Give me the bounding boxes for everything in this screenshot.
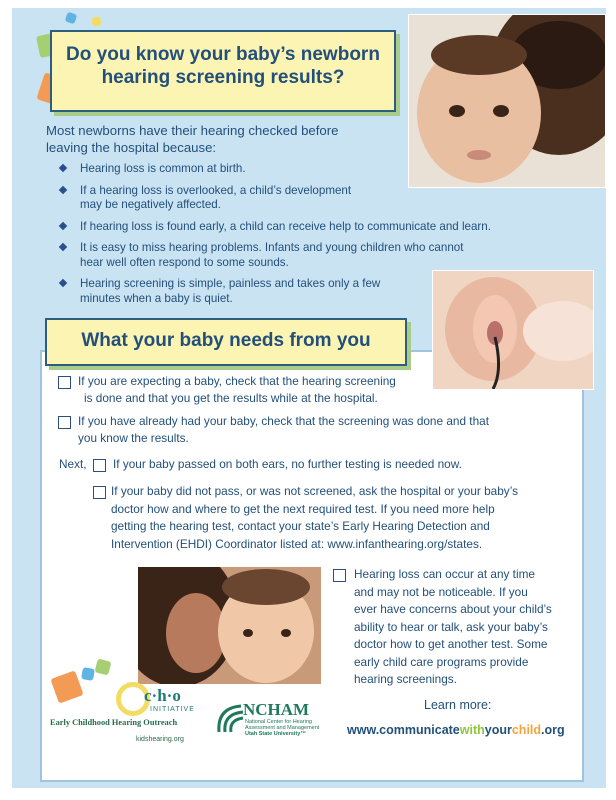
intro-line-2: leaving the hospital because:	[46, 140, 217, 155]
diamond-bullet-icon	[59, 164, 67, 172]
url-segment: your	[484, 723, 512, 737]
item-text: If you have already had your baby, check that the screening was done and that	[78, 414, 489, 428]
needs-item-expecting	[78, 373, 438, 407]
item-text: ever have concerns about your child’s	[354, 602, 552, 616]
title-line-1: Do you know your baby’s newborn	[66, 44, 380, 65]
diamond-bullet-icon	[59, 221, 67, 229]
needs-item-concerns	[354, 566, 584, 689]
echo-full-name: Early Childhood Hearing Outreach	[50, 718, 178, 727]
item-text: ability to hear or talk, ask your baby’s	[354, 619, 548, 634]
item-text: is done and that you get the results while at the hospital.	[84, 391, 378, 405]
url-segment: www.communicate	[347, 723, 460, 737]
ncham-swoosh-icon	[215, 702, 245, 736]
echo-initiative: INITIATIVE	[150, 706, 195, 713]
title-line-2: hearing screening results?	[101, 67, 345, 88]
ncham-name: NCHAM	[243, 700, 310, 719]
title-box	[50, 30, 396, 112]
echo-site: kidshearing.org	[136, 736, 184, 743]
page-title	[52, 43, 394, 89]
list-item-text: Hearing loss is common at birth.	[80, 162, 246, 175]
checkbox-expecting[interactable]	[58, 376, 71, 389]
url-segment: .org	[541, 723, 565, 737]
item-text: If you are expecting a baby, check that the hearing screening	[78, 374, 396, 388]
section-title: What your baby needs from you	[81, 330, 371, 351]
list-item	[58, 184, 538, 213]
echo-letters: c·h·o	[144, 686, 181, 705]
item-text: you know the results.	[78, 431, 189, 445]
list-item	[58, 220, 538, 235]
item-text: Intervention (EHDI) Coordinator listed at: www.infanthearing.org/states.	[111, 536, 483, 551]
list-item	[58, 162, 538, 177]
checkbox-passed[interactable]	[93, 459, 106, 472]
logo-square-blue	[81, 667, 95, 681]
list-item-text: minutes when a baby is quiet.	[80, 291, 233, 305]
list-item-text: If a hearing loss is overlooked, a child’s development	[80, 183, 352, 197]
list-item	[58, 241, 538, 270]
list-item-text: hear well often respond to some sounds.	[80, 255, 289, 269]
url-segment: with	[459, 723, 485, 737]
needs-item-did-not-pass	[111, 483, 581, 553]
checkbox-already-had[interactable]	[58, 416, 71, 429]
item-text: hearing screenings.	[354, 672, 457, 686]
needs-item-already-had	[78, 413, 578, 447]
checkbox-did-not-pass[interactable]	[93, 486, 106, 499]
ncham-line-1: National Center for Hearing	[245, 719, 312, 725]
item-text: If your baby passed on both ears, no further testing is needed now.	[113, 457, 462, 471]
diamond-bullet-icon	[59, 185, 67, 193]
item-text: Hearing loss can occur at any time	[354, 567, 535, 581]
intro-text	[46, 122, 376, 156]
ear-screening-photo	[432, 270, 594, 390]
echo-logo	[52, 660, 202, 760]
list-item-text: It is easy to miss hearing problems. Infants and young children who cannot	[80, 241, 464, 254]
item-text: doctor how and where to get the next required test. If you need more help	[111, 501, 495, 516]
ncham-line-3: Utah State University™	[245, 731, 306, 737]
website-link[interactable]	[347, 722, 565, 739]
item-text: If your baby did not pass, or was not screened, ask the hospital or your baby’s	[111, 484, 519, 498]
list-item-text: If hearing loss is found early, a child can receive help to communicate and learn.	[80, 219, 491, 233]
checkbox-concerns[interactable]	[333, 569, 346, 582]
item-text: doctor how to get another test. Some	[354, 637, 548, 651]
needs-item-passed	[113, 456, 573, 473]
learn-more-label: Learn more:	[424, 698, 492, 712]
next-label: Next,	[59, 457, 87, 471]
list-item-text: Hearing screening is simple, painless and takes only a few	[80, 277, 381, 290]
ncham-line-2: Assessment and Management	[245, 725, 320, 731]
item-text: early child care programs provide	[354, 654, 529, 669]
list-item-text: may be negatively affected.	[80, 198, 221, 211]
url-segment: child	[511, 723, 542, 737]
item-text: and may not be noticeable. If you	[354, 584, 528, 599]
diamond-bullet-icon	[59, 279, 67, 287]
item-text: getting the hearing test, contact your state’s Early Hearing Detection and	[111, 519, 490, 533]
needs-title-box	[45, 318, 407, 366]
diamond-bullet-icon	[59, 243, 67, 251]
logo-square-orange	[50, 670, 83, 703]
intro-line-1: Most newborns have their hearing checked before	[46, 123, 339, 138]
ncham-logo	[215, 700, 327, 740]
logo-square-green	[94, 658, 111, 675]
